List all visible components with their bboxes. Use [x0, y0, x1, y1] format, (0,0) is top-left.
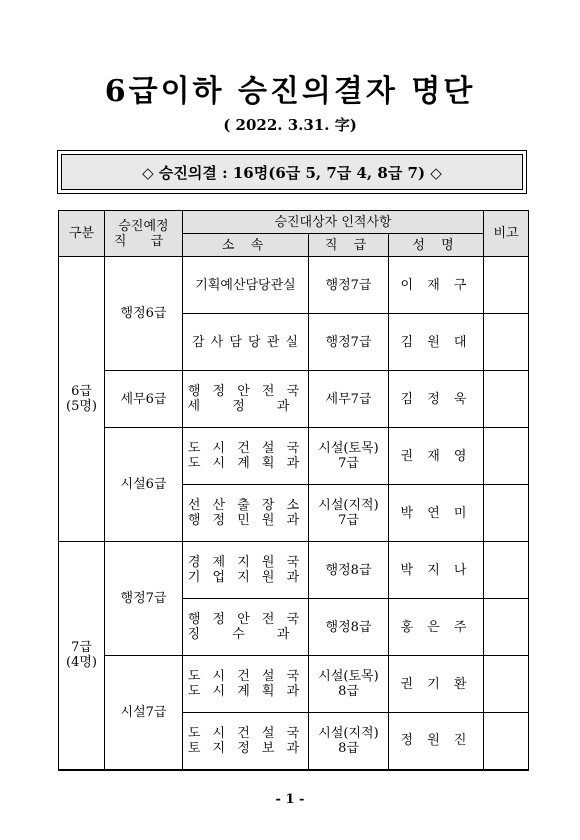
current-grade-cell [309, 713, 389, 770]
remarks-cell [484, 713, 529, 770]
current-grade-cell: 행정8급 [309, 542, 389, 599]
name-cell: 권 기 환 [389, 656, 484, 713]
header-remarks: 비고 [484, 211, 529, 257]
current-grade-line: 시설(지적) [318, 725, 379, 741]
name-cell: 박 연 미 [389, 485, 484, 542]
table-row [59, 428, 529, 485]
current-grade-cell: 세무7급 [309, 371, 389, 428]
department-line: 도 시 건 설 국 [187, 669, 304, 684]
current-grade-cell [309, 656, 389, 713]
promotion-grade-cell: 세무6급 [105, 371, 183, 428]
name-cell: 홍 은 주 [389, 599, 484, 656]
page-number: - 1 - [275, 792, 305, 807]
table-row [59, 656, 529, 713]
current-grade-cell: 행정7급 [309, 314, 389, 371]
header-promotion-grade-bottom: 직 급 [113, 233, 174, 249]
department-line: 행 정 안 전 국 [187, 612, 304, 627]
department-line: 경 제 지 원 국 [187, 555, 304, 570]
current-grade-line: 시설(지적) [318, 498, 379, 513]
header-promotion-grade-top: 승진예정 [118, 218, 169, 234]
department-cell [183, 314, 309, 371]
summary-box [57, 150, 527, 194]
current-grade-cell [309, 428, 389, 485]
header-category: 구분 [59, 211, 105, 257]
department-line: 세 정 과 [187, 399, 304, 414]
remarks-cell [484, 314, 529, 371]
promotion-grade-cell: 시설7급 [105, 656, 183, 770]
current-grade-line: 7급 [338, 456, 359, 471]
header-current-grade: 직 급 [309, 234, 389, 257]
department-line: 행 정 민 원 과 [187, 513, 304, 528]
department-line: 도 시 건 설 국 [187, 725, 304, 741]
remarks-cell [484, 485, 529, 542]
remarks-cell [484, 428, 529, 485]
current-grade-line: 시설(토목) [318, 441, 379, 456]
department-line: 도 시 계 획 과 [187, 456, 304, 471]
document-date: ( 2022. 3.31. 字) [223, 116, 357, 134]
name-cell: 박 지 나 [389, 542, 484, 599]
name-cell: 권 재 영 [389, 428, 484, 485]
department-line: 감 사 담 당 관 실 [191, 334, 299, 350]
remarks-cell [484, 599, 529, 656]
category-label: 6급 [71, 384, 92, 399]
table-row [59, 257, 529, 314]
department-cell [183, 257, 309, 314]
department-cell [183, 713, 309, 770]
current-grade-cell: 행정7급 [309, 257, 389, 314]
department-line: 선 산 출 장 소 [187, 498, 304, 513]
name-cell: 정 원 진 [389, 713, 484, 770]
promotion-grade-cell: 행정7급 [105, 542, 183, 656]
promotion-grade-cell: 시설6급 [105, 428, 183, 542]
promotion-table [58, 210, 529, 771]
category-cell [59, 257, 105, 542]
header-department: 소 속 [183, 234, 309, 257]
department-cell [183, 542, 309, 599]
category-count: (5명) [66, 399, 97, 414]
department-line: 도 시 건 설 국 [187, 441, 304, 456]
department-line: 토 지 정 보 과 [187, 740, 304, 756]
table-row [59, 371, 529, 428]
remarks-cell [484, 371, 529, 428]
header-promotion-grade [105, 211, 183, 257]
category-count: (4명) [66, 655, 97, 671]
current-grade-cell [309, 485, 389, 542]
department-line: 기 업 지 원 과 [187, 570, 304, 585]
department-cell [183, 656, 309, 713]
category-label: 7급 [71, 640, 92, 656]
remarks-cell [484, 656, 529, 713]
department-line: 행 정 안 전 국 [187, 384, 304, 399]
remarks-cell [484, 542, 529, 599]
current-grade-cell: 행정8급 [309, 599, 389, 656]
current-grade-line: 시설(토목) [318, 669, 379, 684]
current-grade-line: 8급 [338, 684, 359, 699]
department-cell [183, 428, 309, 485]
department-cell [183, 371, 309, 428]
department-cell [183, 599, 309, 656]
department-line: 기획예산담당관실 [195, 277, 296, 293]
category-cell [59, 542, 105, 770]
table-row [59, 542, 529, 599]
promotion-grade-cell: 행정6급 [105, 257, 183, 371]
name-cell: 이 재 구 [389, 257, 484, 314]
current-grade-line: 8급 [338, 740, 359, 756]
department-cell [183, 485, 309, 542]
department-line: 징 수 과 [187, 627, 304, 642]
remarks-cell [484, 257, 529, 314]
name-cell: 김 원 대 [389, 314, 484, 371]
header-candidate-info: 승진대상자 인적사항 [183, 211, 484, 234]
current-grade-line: 7급 [338, 513, 359, 528]
document-title: 6급이하 승진의결자 명단 [104, 74, 476, 109]
department-line: 도 시 계 획 과 [187, 684, 304, 699]
summary-text: ◇ 승진의결 : 16명(6급 5, 7급 4, 8급 7) ◇ [61, 154, 523, 190]
header-name: 성 명 [389, 234, 484, 257]
name-cell: 김 정 욱 [389, 371, 484, 428]
